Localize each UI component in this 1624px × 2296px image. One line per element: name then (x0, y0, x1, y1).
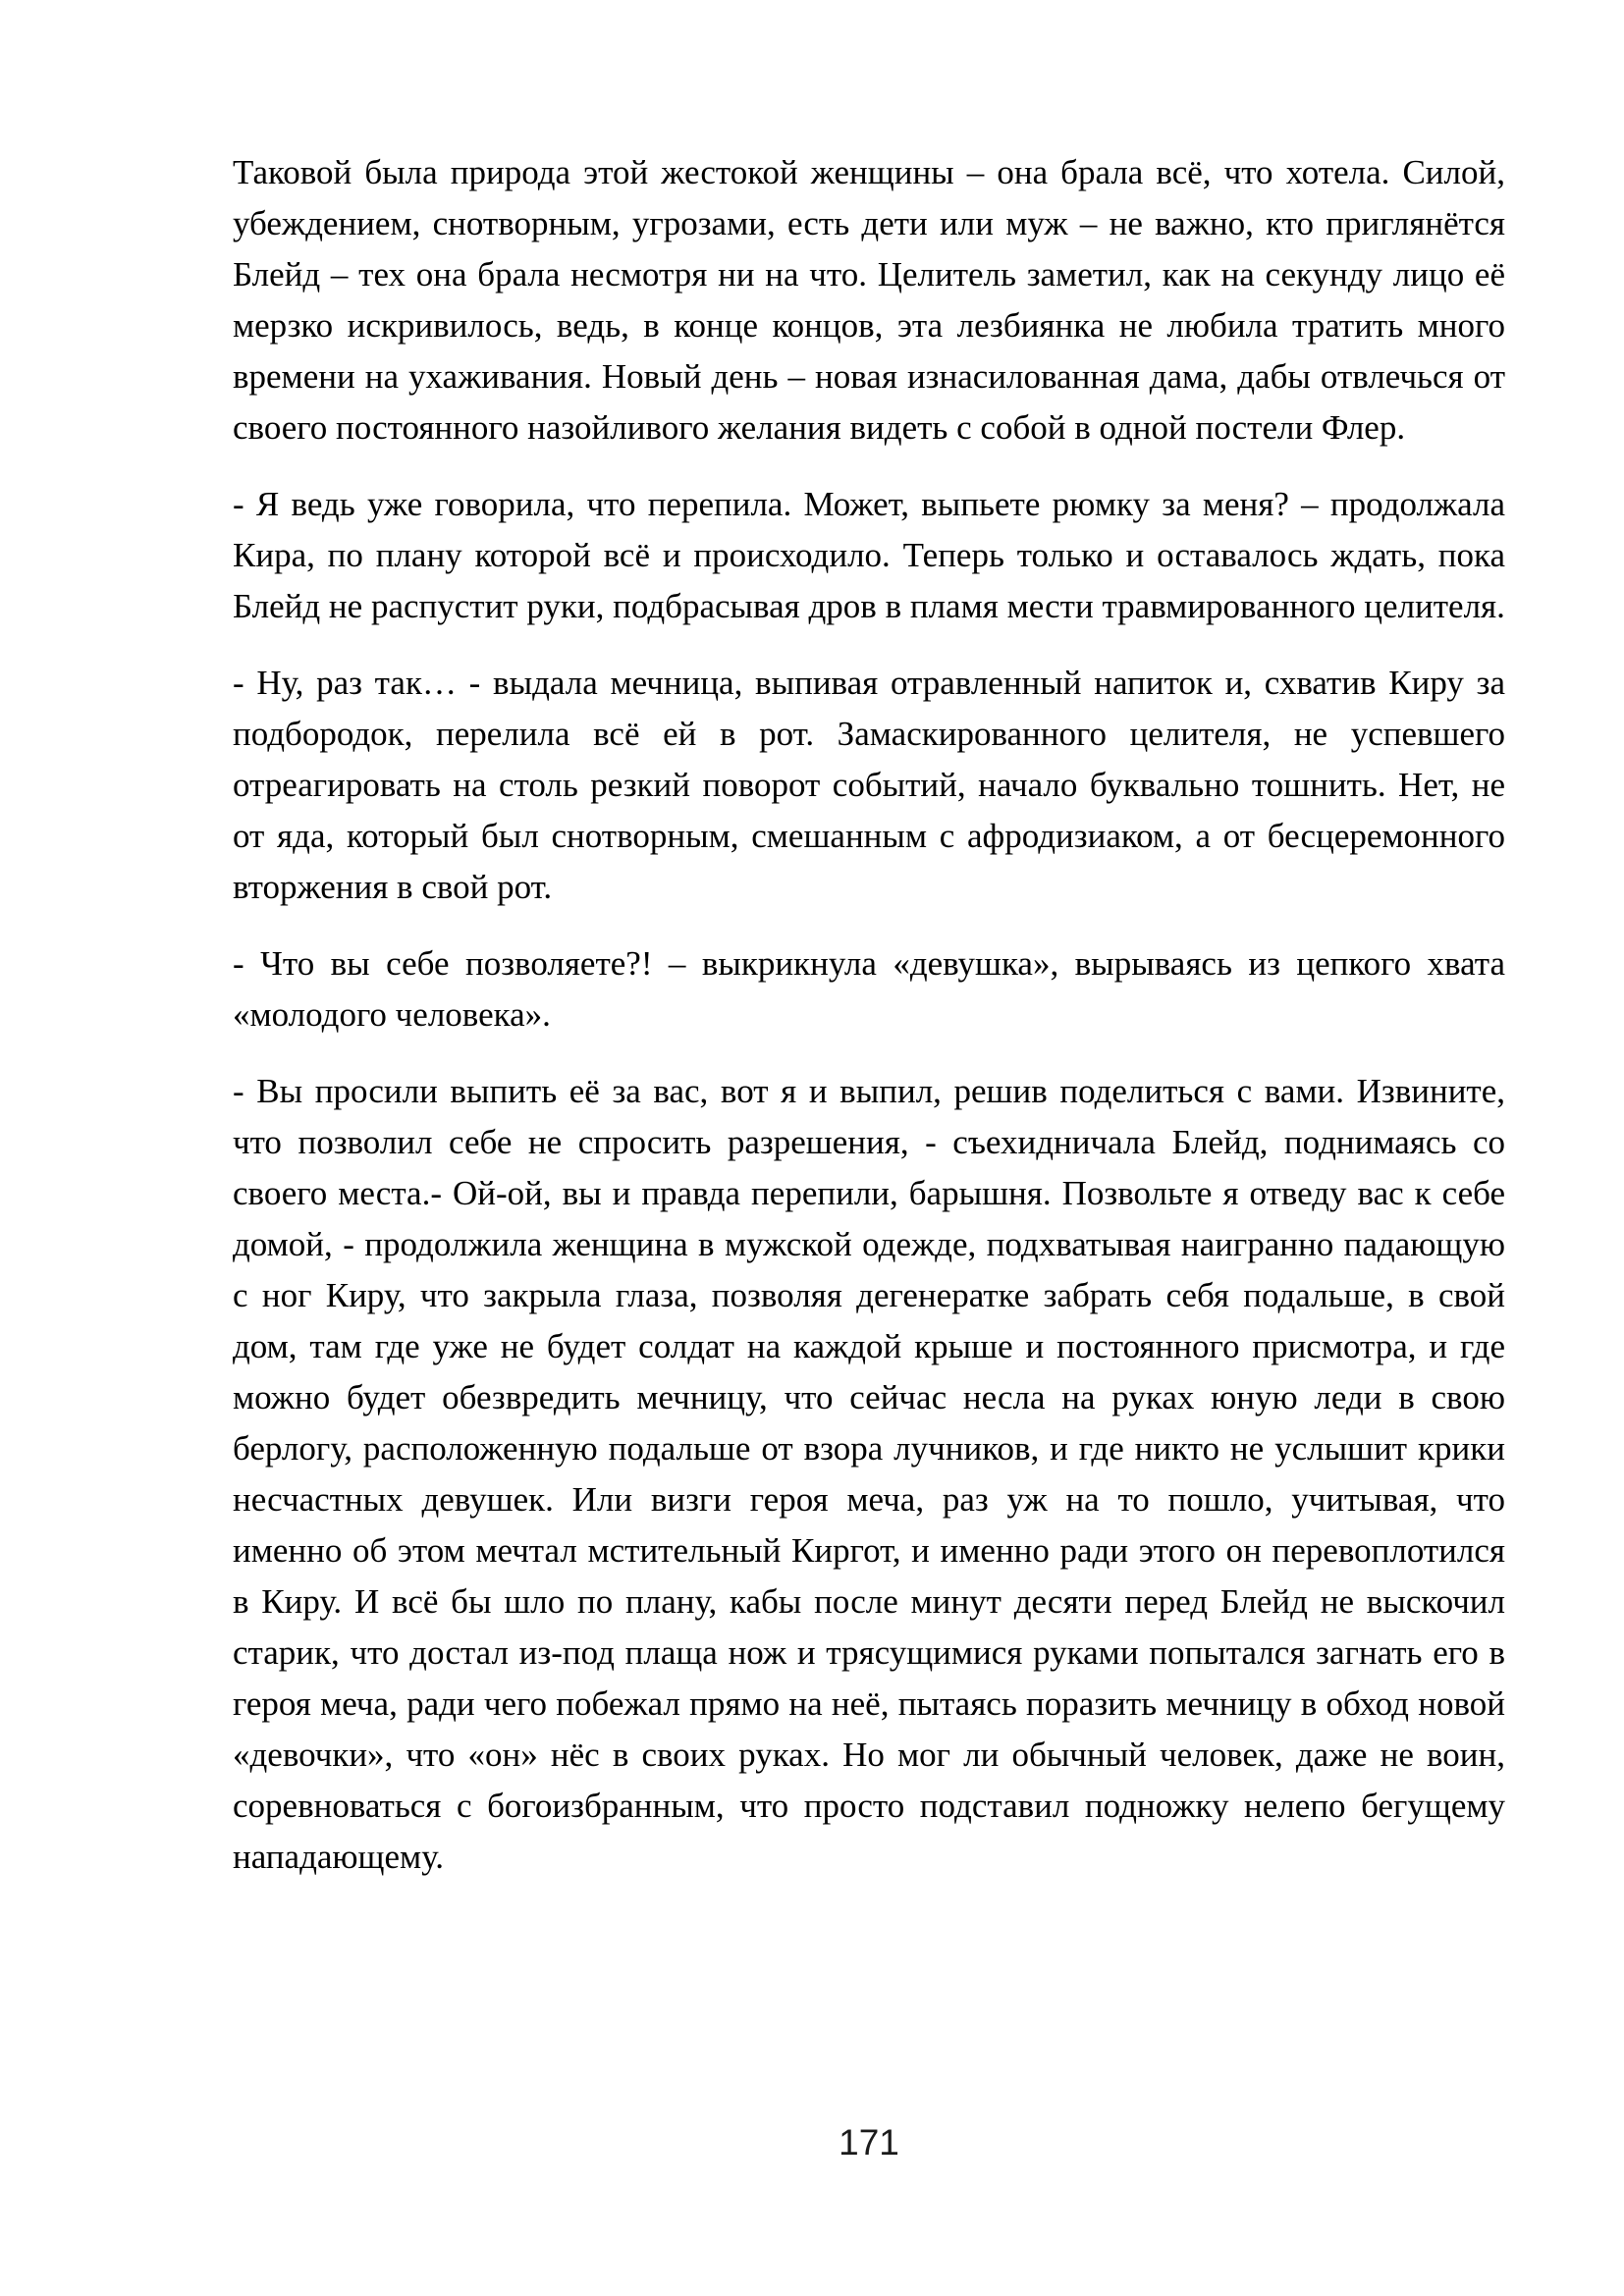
page-footer (233, 2121, 1505, 2164)
paragraph-3: - Ну, раз так… - выдала мечница, выпивая отравленный напиток и, схватив Киру за подбородок, перелила всё ей в рот. Замаскированного целителя, не успевшего отреагировать на столь резкий поворот событий, начало буквально тошнить. Нет, не от яда, который был снотворным, смешанным с афродизиаком, а от бесцеремонного вторжения в свой рот. (233, 664, 1505, 906)
paragraph-4: - Что вы себе позволяете?! – выкрикнула «девушка», вырываясь из цепкого хвата «молодого человека». (233, 944, 1505, 1034)
paragraph-1: Таковой была природа этой жестокой женщины – она брала всё, что хотела. Силой, убеждением, снотворным, угрозами, есть дети или муж – не важно, кто приглянётся Блейд – тех она брала несмотря ни на что. Целитель заметил, как на секунду лицо её мерзко искривилось, ведь, в конце концов, эта лезбиянка не любила тратить много времени на ухаживания. Новый день – новая изнасилованная дама, дабы отвлечься от своего постоянного назойливого желания видеть с собой в одной постели Флер. (233, 153, 1505, 447)
paragraph-5: - Вы просили выпить её за вас, вот я и выпил, решив поделиться с вами. Извините, что позволил себе не спросить разрешения, - съехидничала Блейд, поднимаясь со своего места.- Ой-ой, вы и правда перепили, барышня. Позвольте я отведу вас к себе домой, - продолжила женщина в мужской одежде, подхватывая наигранно падающую с ног Киру, что закрыла глаза, позволяя дегенератке забрать себя подальше, в свой дом, там где уже не будет солдат на каждой крыше и постоянного присмотра, и где можно будет обезвредить мечницу, что сейчас несла на руках юную леди в свою берлогу, расположенную подальше от взора лучников, и где никто не услышит крики несчастных девушек. Или визги героя меча, раз уж на то пошло, учитывая, что именно об этом мечтал мстительный Киргот, и именно ради этого он перевоплотился в Киру. И всё бы шло по плану, кабы после минут десяти перед Блейд не выскочил старик, что достал из-под плаща нож и трясущимися руками попытался загнать его в героя меча, ради чего побежал прямо на неё, пытаясь поразить мечницу в обход новой «девочки», что «он» нёс в своих руках. Но мог ли обычный человек, даже не воин, соревноваться с богоизбранным, что просто подставил подножку нелепо бегущему нападающему. (233, 1072, 1505, 1876)
text-content (233, 147, 1505, 1883)
paragraph-2: - Я ведь уже говорила, что перепила. Может, выпьете рюмку за меня? – продолжала Кира, по плану которой всё и происходило. Теперь только и оставалось ждать, пока Блейд не распустит руки, подбрасывая дров в пламя мести травмированного целителя. (233, 485, 1505, 625)
page-number: 171 (839, 2122, 899, 2163)
